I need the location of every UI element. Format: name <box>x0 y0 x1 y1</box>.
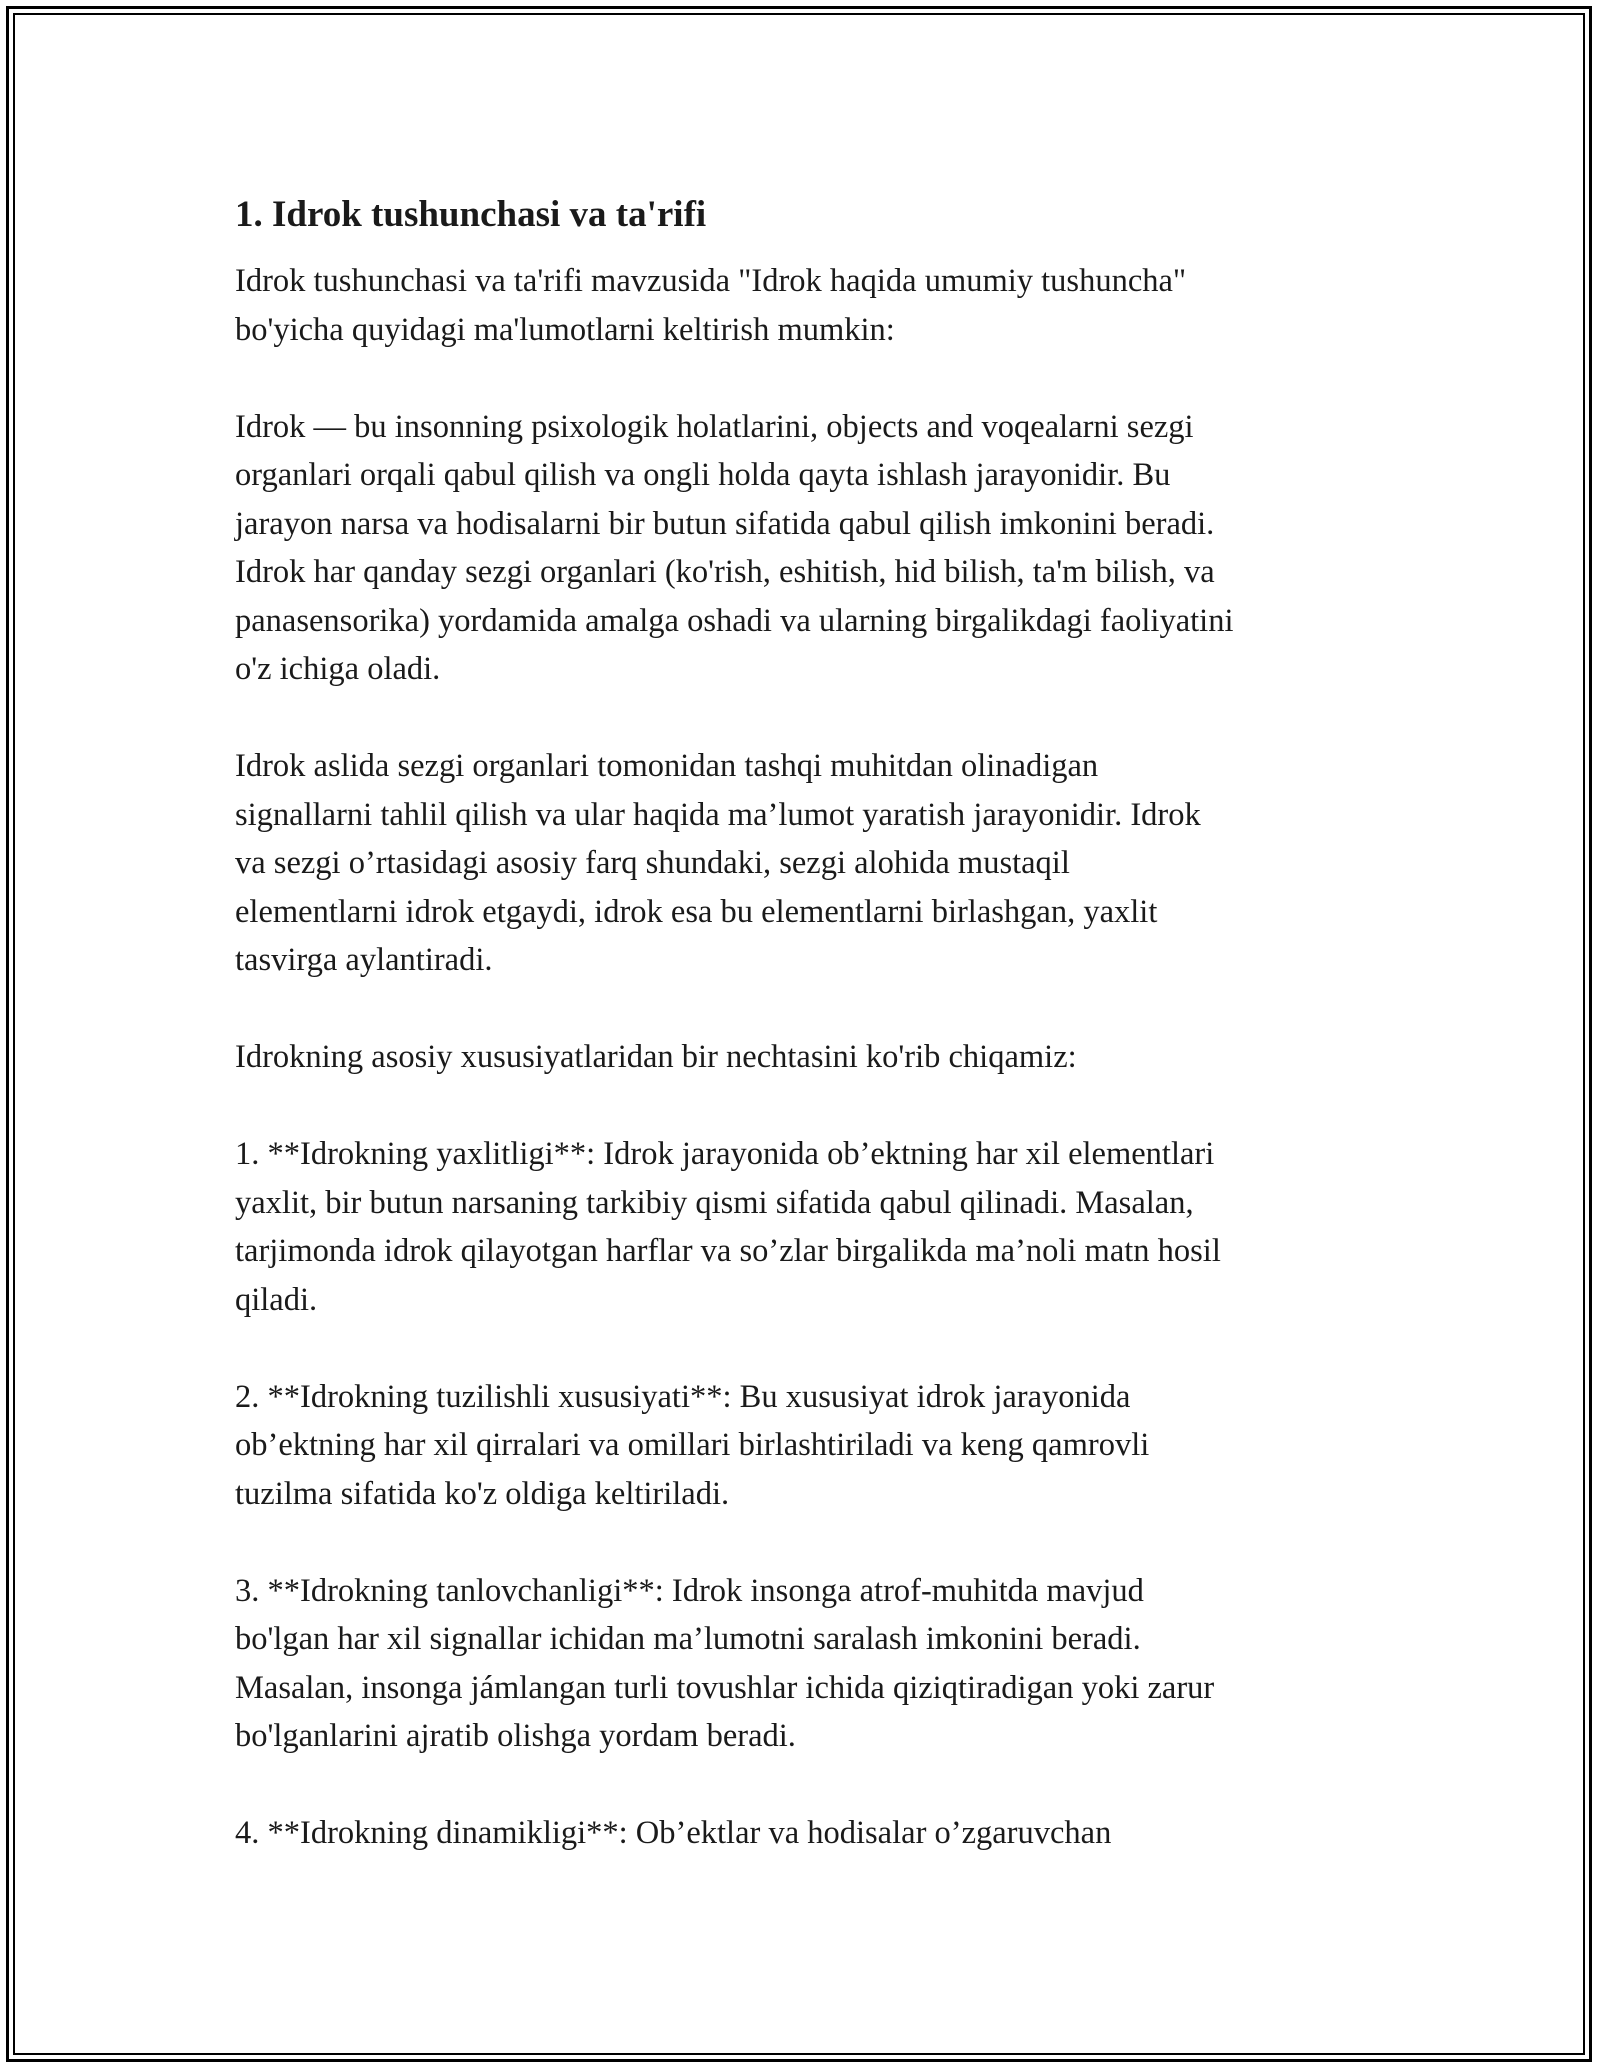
list-item-integrity: 1. **Idrokning yaxlitligi**: Idrok jarayonida ob’ektning har xil elementlari yaxlit, bir butun narsaning tarkibiy qismi sifatida qabul qilinadi. Masalan, tarjimonda idrok qilayotgan harflar va so’zlar birgalikda ma’noli matn hosil qiladi. <box>235 1136 1221 1318</box>
paragraph-signals: Idrok aslida sezgi organlari tomonidan tashqi muhitdan olinadigan signallarni tahlil qilish va ular haqida ma’lumot yaratish jarayonidir. Idrok va sezgi o’rtasidagi asosiy farq shundaki, sezgi alohida mustaqil elementlarni idrok etgaydi, idrok esa bu elementlarni birlashgan, yaxlit tasvirga aylantiradi. <box>235 748 1201 978</box>
document-body <box>235 188 1365 1906</box>
list-item-selectivity: 3. **Idrokning tanlovchanligi**: Idrok insonga atrof-muhitda mavjud bo'lgan har xil signallar ichidan ma’lumotni saralash imkonini beradi. Masalan, insonga jámlangan turli tovushlar ichida qiziqtiradigan yoki zarur bo'lganlarini ajratib olishga yordam beradi. <box>235 1572 1215 1754</box>
paragraph-definition: Idrok — bu insonning psixologik holatlarini, objects and voqealarni sezgi organlari orqali qabul qilish va ongli holda qayta ishlash jarayonidir. Bu jarayon narsa va hodisalarni bir butun sifatida qabul qilish imkonini beradi. Idrok har qanday sezgi organlari (ko'rish, eshitish, hid bilish, ta'm bilish, va panasensorika) yordamida amalga oshadi va ularning birgalikdagi faoliyatini o'z ichiga oladi. <box>235 408 1234 687</box>
list-item-dynamics: 4. **Idrokning dinamikligi**: Ob’ektlar va hodisalar o’zgaruvchan <box>235 1815 1112 1851</box>
paragraph-properties-intro: Idrokning asosiy xususiyatlaridan bir nechtasini ko'rib chiqamiz: <box>235 1039 1077 1075</box>
list-item-structure: 2. **Idrokning tuzilishli xususiyati**: Bu xususiyat idrok jarayonida ob’ektning har xil qirralari va omillari birlashtiriladi va keng qamrovli tuzilma sifatida ko'z oldiga keltiriladi. <box>235 1378 1150 1512</box>
paragraph-intro: Idrok tushunchasi va ta'rifi mavzusida "Idrok haqida umumiy tushuncha" bo'yicha quyidagi ma'lumotlarni keltirish mumkin: <box>235 263 1187 348</box>
section-heading: 1. Idrok tushunchasi va ta'rifi <box>235 194 707 235</box>
